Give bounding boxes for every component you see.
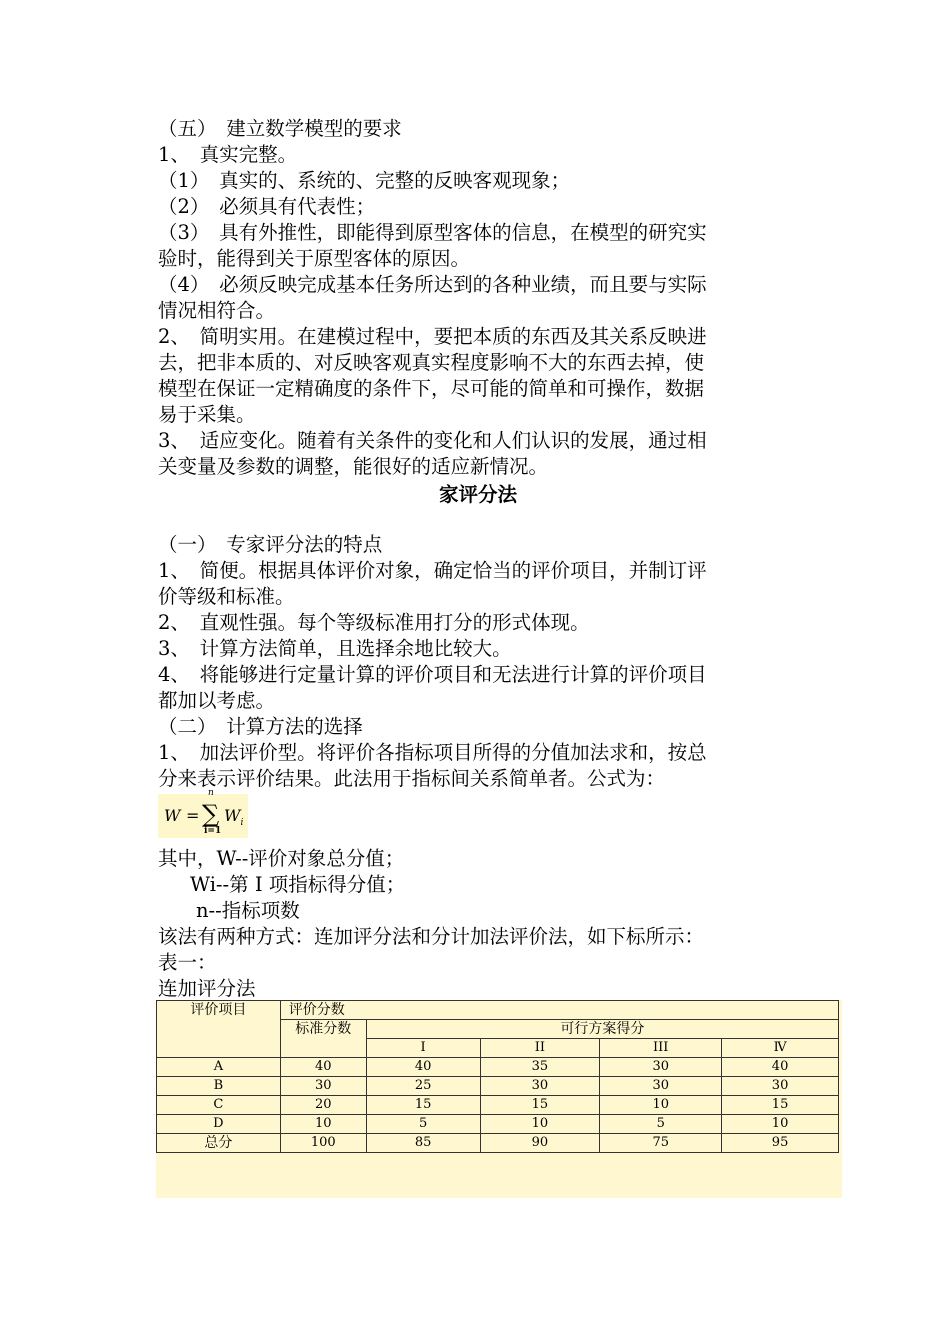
section-1-title: （一） 专家评分法的特点	[158, 533, 383, 556]
header-std: 标准分数	[280, 1020, 366, 1058]
req-3a: 3、 适应变化。随着有关条件的变化和人们认识的发展，通过相	[158, 429, 707, 452]
table-row: C 20 15 15 10 15	[157, 1096, 839, 1115]
section-heading: 家评分法	[438, 483, 517, 506]
table-row-total: 总分 100 85 90 75 95	[157, 1134, 839, 1153]
req-1-4a: （4） 必须反映完成基本任务所达到的各种业绩，而且要与实际	[158, 273, 707, 296]
header-item: 评价项目	[157, 1001, 281, 1058]
formula-upper: n	[208, 788, 214, 798]
section-5-title: （五） 建立数学模型的要求	[158, 117, 402, 140]
feature-4b: 都加以考虑。	[158, 689, 276, 712]
req-3b: 关变量及参数的调整，能很好的适应新情况。	[158, 455, 549, 478]
header-plan: 可行方案得分	[366, 1020, 838, 1039]
header-score: 评价分数	[280, 1001, 838, 1020]
feature-3: 3、 计算方法简单，且选择余地比较大。	[158, 637, 512, 660]
where-3: n--指标项数	[196, 899, 300, 922]
formula-term: $W_i$	[224, 806, 244, 829]
method-1a: 1、 加法评价型。将评价各指标项目所得的分值加法求和，按总	[158, 741, 707, 764]
feature-2: 2、 直观性强。每个等级标准用打分的形式体现。	[158, 611, 590, 634]
formula-eq: =	[186, 806, 200, 825]
section-2-title: （二） 计算方法的选择	[158, 715, 363, 738]
formula-lower: i=1	[204, 826, 222, 836]
feature-1a: 1、 简便。根据具体评价对象，确定恰当的评价项目，并制订评	[158, 559, 707, 582]
formula-lhs: W	[164, 806, 181, 825]
header-plan-4: Ⅳ	[722, 1039, 839, 1058]
header-plan-2: II	[480, 1039, 600, 1058]
req-1-3b: 验时，能得到关于原型客体的原因。	[158, 247, 471, 270]
table-row: B 30 25 30 30 30	[157, 1077, 839, 1096]
req-1-3a: （3） 具有外推性，即能得到原型客体的信息，在模型的研究实	[158, 221, 707, 244]
req-2c: 模型在保证一定精确度的条件下，尽可能的简单和可操作，数据	[158, 377, 705, 400]
where-1: 其中，W--评价对象总分值；	[158, 847, 405, 870]
feature-1b: 价等级和标准。	[158, 585, 295, 608]
feature-4a: 4、 将能够进行定量计算的评价项目和无法进行计算的评价项目	[158, 663, 707, 686]
header-plan-1: I	[366, 1039, 480, 1058]
req-2a: 2、 简明实用。在建模过程中，要把本质的东西及其关系反映进	[158, 325, 707, 348]
table-row: A 40 40 35 30 40	[157, 1058, 839, 1077]
table-label: 表一：	[158, 951, 217, 974]
req-2b: 去，把非本质的、对反映客观真实程度影响不大的东西去掉，使	[158, 351, 705, 374]
where-2: Wi--第 I 项指标得分值；	[190, 873, 406, 896]
table-row: D 10 5 10 5 10	[157, 1115, 839, 1134]
document-body	[158, 116, 798, 1002]
req-2d: 易于采集。	[158, 403, 256, 426]
score-table-container	[156, 1000, 842, 1198]
formula-sigma: ∑	[202, 800, 220, 828]
header-plan-3: III	[600, 1039, 722, 1058]
score-table	[156, 1000, 839, 1153]
sum-formula	[158, 788, 248, 838]
req-1: 1、 真实完整。	[158, 143, 298, 166]
req-1-1: （1） 真实的、系统的、完整的反映客观现象；	[158, 169, 571, 192]
method-1b: 分来表示评价结果。此法用于指标间关系简单者。公式为：	[158, 767, 666, 790]
req-1-2: （2） 必须具有代表性；	[158, 195, 376, 218]
req-1-4b: 情况相符合。	[158, 299, 276, 322]
table-title: 连加评分法	[158, 977, 256, 1000]
method-note: 该法有两种方式：连加评分法和分计加法评价法，如下标所示：	[158, 925, 705, 948]
